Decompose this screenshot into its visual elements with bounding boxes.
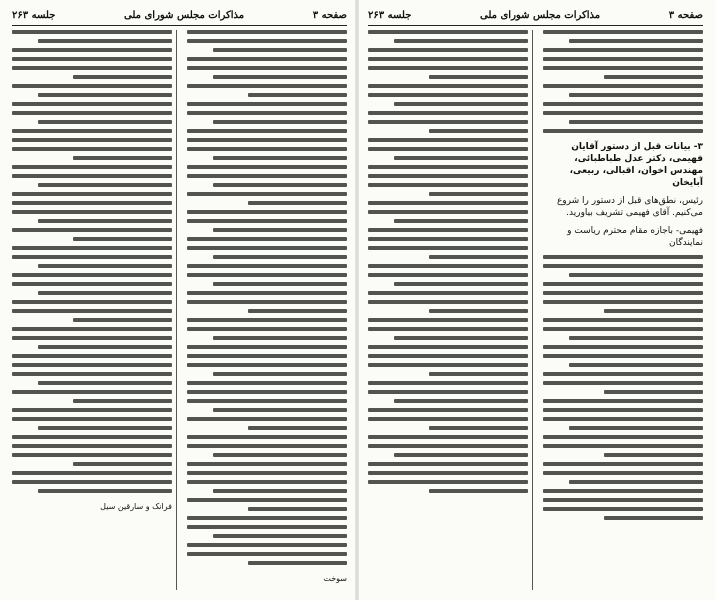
right-column-1-bottom-text [543, 255, 703, 520]
speaker-1: رئیس، نطق‌های قبل از دستور را شروع می‌کنیم. آقای فهیمی تشریف بیاورید. [556, 196, 703, 218]
left-page-number: صفحه ۳ [312, 10, 347, 21]
left-column-1-text-block [187, 30, 347, 565]
right-column-2 [368, 30, 533, 590]
left-page-header [12, 8, 347, 24]
left-column-1 [187, 30, 347, 590]
section-title: ۳- بیانات قبل از دستور آقایان فهیمی، دکتر عدل طباطبائی، مهندس اخوان، اقبالی، ربیعی، آبایخان [569, 142, 703, 188]
right-page-header [368, 8, 703, 24]
right-column-1-top-text [543, 30, 703, 133]
right-page-number: صفحه ۳ [668, 10, 703, 21]
right-page-columns [368, 30, 703, 590]
left-column-1-note: سوخت [323, 574, 347, 583]
left-page-columns [12, 30, 347, 590]
left-column-2-text-block [12, 30, 172, 493]
right-column-1 [543, 30, 703, 590]
speaker-2: فهیمی- باجازه مقام محترم ریاست و نمایندگان [567, 226, 703, 248]
right-page-title: مذاکرات مجلس شورای ملی [480, 10, 601, 21]
left-page-session: جلسه ۲۶۳ [12, 10, 56, 21]
right-page-session: جلسه ۲۶۳ [368, 10, 412, 21]
left-column-2-note: فرانک و سارقین سیل [100, 502, 172, 511]
left-page-title: مذاکرات مجلس شورای ملی [124, 10, 245, 21]
left-page [0, 0, 357, 600]
right-page [358, 0, 715, 600]
right-column-2-text-block [368, 30, 528, 493]
left-column-2 [12, 30, 177, 590]
